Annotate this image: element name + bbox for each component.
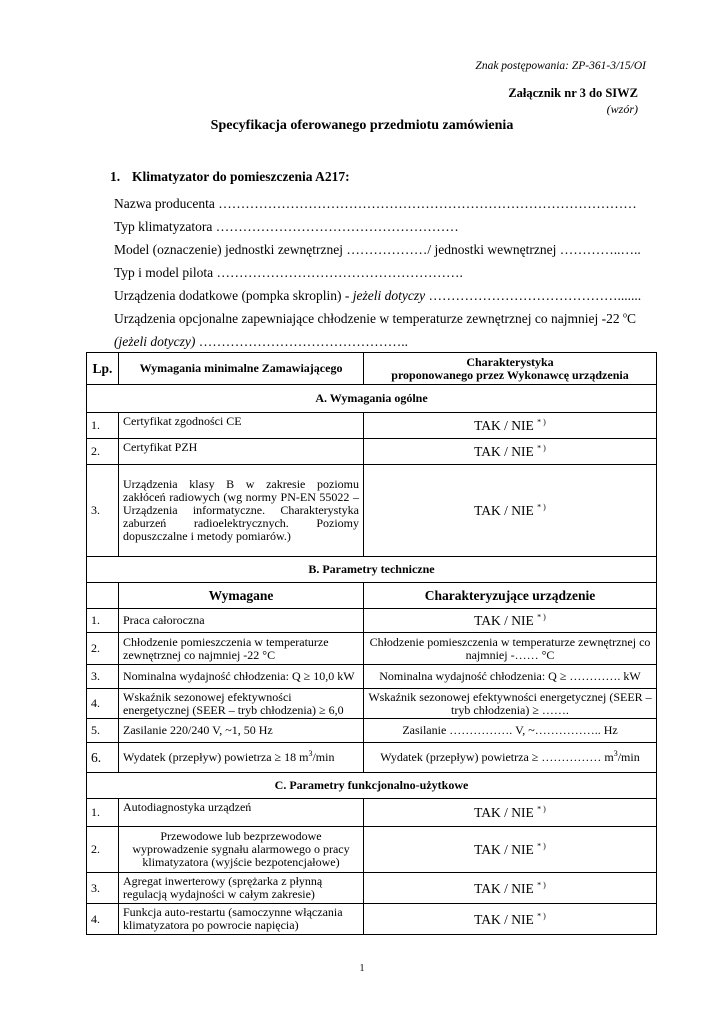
table-row: 3. Agregat inwerterowy (sprężarka z płynną regulacją wydajności w całym zakresie) TAK / NIE * ) — [87, 873, 657, 904]
field-manufacturer: Nazwa producenta ………………………………………………………………………………… — [114, 196, 637, 211]
template-note: (wzór) — [606, 102, 638, 116]
answer-field[interactable]: Wskaźnik sezonowej efektywności energetycznej (SEER – tryb chłodzenia) ≥ ……. — [364, 689, 657, 719]
page-title: Specyfikacja oferowanego przedmiotu zamówienia — [210, 118, 514, 133]
answer-field[interactable]: TAK / NIE — [474, 805, 534, 820]
section-a-row — [87, 385, 657, 413]
table-row: 1. Praca całoroczna TAK / NIE * ) — [87, 609, 657, 633]
section-b-title: B. Parametry techniczne — [87, 557, 657, 583]
answer-field[interactable]: TAK / NIE — [474, 880, 534, 896]
section-c-title: C. Parametry funkcjonalno-użytkowe — [87, 773, 657, 799]
table-header-row — [87, 353, 657, 385]
header-requirements: Wymagania minimalne Zamawiającego — [119, 353, 364, 385]
answer-field[interactable]: TAK / NIE — [474, 911, 534, 927]
attachment-label: Załącznik nr 3 do SIWZ — [508, 86, 638, 100]
col-characterizing: Charakteryzujące urządzenie — [364, 583, 657, 609]
answer-field[interactable]: Wydatek (przepływ) powietrza ≥ …………… $m^3/\min$ — [364, 743, 657, 773]
answer-field[interactable]: TAK / NIE — [474, 418, 534, 433]
header-characteristics: Charakterystyka proponowanego przez Wykonawcę urządzenia — [364, 353, 657, 385]
table-row: 3. Urządzenia klasy B w zakresie poziomu zakłóceń radiowych (wg normy PN-EN 55022 – Urządzenia informatyczne. Charakterystyka zaburzeń radioelektrycznych. Poziomy dopuszczalne i metody pomiarów.) TAK / NIE * ) — [87, 465, 657, 557]
specification-table — [86, 352, 657, 935]
answer-field[interactable]: TAK / NIE — [474, 444, 534, 459]
answer-field[interactable]: TAK / NIE — [474, 613, 534, 628]
device-fields — [114, 192, 654, 353]
table-row: 2. Przewodowe lub bezprzewodowe wyprowadzenie sygnału alarmowego o pracy klimatyzatora (wyjście bezpotencjałowe) TAK / NIE * ) — [87, 827, 657, 873]
table-row: 4. Wskaźnik sezonowej efektywności energetycznej (SEER – tryb chłodzenia) ≥ 6,0 Wskaźnik sezonowej efektywności energetycznej (SEER – tryb chłodzenia) ≥ ……. — [87, 689, 657, 719]
table-row: 2. Certyfikat PZH TAK / NIE * ) — [87, 439, 657, 465]
table-row: 3. Nominalna wydajność chłodzenia: Q ≥ 10,0 kW Nominalna wydajność chłodzenia: Q ≥ …………. kW — [87, 665, 657, 689]
field-model: Model (oznaczenie) jednostki zewnętrznej ………………/ jednostki wewnętrznej …………..….. — [114, 242, 641, 257]
table-row: 2. Chłodzenie pomieszczenia w temperaturze zewnętrznej co najmniej -22 °C Chłodzenie pomieszczenia w temperaturze zewnętrznej co najmniej -…… °C — [87, 633, 657, 665]
section-a-title: A. Wymagania ogólne — [87, 385, 657, 413]
answer-field[interactable]: Nominalna wydajność chłodzenia: Q ≥ …………. kW — [364, 665, 657, 689]
table-row: 6. Wydatek (przepływ) powietrza ≥ 18 $m^3/\min$ Wydatek (przepływ) powietrza ≥ …………… $m^3/\min$ — [87, 743, 657, 773]
procedure-reference: Znak postępowania: ZP-361-3/15/OI — [475, 60, 646, 72]
if-applicable-note: jeżeli dotyczy — [352, 288, 426, 303]
section-number: 1. — [110, 169, 121, 184]
field-remote: Typ i model pilota ………………………………………………. — [114, 265, 463, 280]
answer-field[interactable]: Zasilanie ……………. V, ~…………….. Hz — [364, 719, 657, 743]
table-row: 4. Funkcja auto-restartu (samoczynne włączania klimatyzatora po powrocie napięcia) TAK / NIE * ) — [87, 904, 657, 935]
field-additional: Urządzenia dodatkowe (pompka skroplin) - jeżeli dotyczy ……………………………………....... — [114, 288, 642, 303]
section-b-subheader — [87, 583, 657, 609]
field-optional-cont: (jeżeli dotyczy) ……………………………………….. — [114, 334, 408, 349]
section-b-row — [87, 557, 657, 583]
answer-field[interactable]: TAK / NIE — [474, 503, 534, 518]
answer-field[interactable]: Chłodzenie pomieszczenia w temperaturze zewnętrznej co najmniej -…… °C — [364, 633, 657, 665]
header-lp: Lp. — [87, 353, 119, 385]
field-optional: Urządzenia opcjonalne zapewniające chłodzenie w temperaturze zewnętrznej co najmniej -22 $^o$C — [114, 310, 636, 326]
table-row: 1. Certyfikat zgodności CE TAK / NIE * ) — [87, 413, 657, 439]
section-c-row — [87, 773, 657, 799]
section-title: Klimatyzator do pomieszczenia A217: — [132, 169, 350, 184]
table-row: 5. Zasilanie 220/240 V, ~1, 50 Hz Zasilanie ……………. V, ~…………….. Hz — [87, 719, 657, 743]
field-ac-type: Typ klimatyzatora ……………………………………………… — [114, 219, 459, 234]
page-number: 1 — [359, 963, 365, 974]
col-required: Wymagane — [119, 583, 364, 609]
section-heading — [110, 169, 350, 185]
table-row: 1. Autodiagnostyka urządzeń TAK / NIE * ) — [87, 799, 657, 827]
answer-field[interactable]: TAK / NIE — [474, 842, 534, 857]
